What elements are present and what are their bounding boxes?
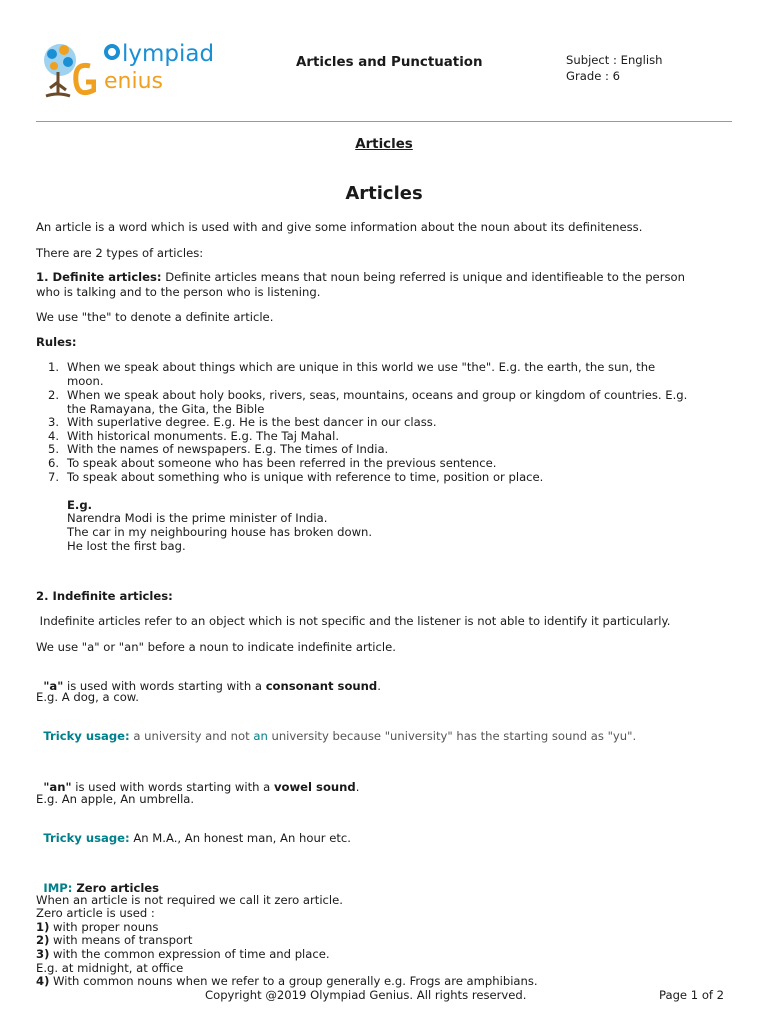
grade-label: Grade : 6: [566, 69, 621, 83]
zero-item: 2) with means of transport: [36, 933, 193, 947]
list-text: To speak about something who is unique with reference to time, position or place.: [67, 470, 544, 484]
zero-eg-line: E.g. at midnight, at office: [36, 961, 184, 975]
definite-text-line2: who is talking and to the person who is listening.: [36, 285, 321, 299]
a-example-line: E.g. A dog, a cow.: [36, 690, 139, 704]
list-text: To speak about someone who has been referred in the previous sentence.: [67, 456, 497, 470]
list-text: When we speak about things which are unique in this world we use "the". E.g. the earth, the sun, the moon.: [67, 360, 656, 388]
tricky-usage-2: Tricky usage: An M.A., An honest man, An hour etc.: [43, 830, 351, 845]
list-number: 6.: [48, 456, 60, 470]
example-line: He lost the first bag.: [67, 539, 186, 553]
page-title: Articles: [345, 183, 423, 204]
an-usage-line: "an" is used with words starting with a vowel sound.: [43, 779, 360, 794]
list-number: 1.: [48, 360, 60, 374]
zero-item: 4) With common nouns when we refer to a group generally e.g. Frogs are amphibians.: [36, 974, 538, 988]
eg-label: E.g.: [67, 498, 93, 512]
list-number: 2.: [48, 388, 60, 402]
footer-copyright: Copyright @2019 Olympiad Genius. All rights reserved.: [205, 988, 527, 1002]
list-text: With historical monuments. E.g. The Taj Mahal.: [67, 429, 340, 443]
example-line: Narendra Modi is the prime minister of India.: [67, 511, 328, 525]
types-line: There are 2 types of articles:: [36, 246, 204, 260]
header-divider: [36, 121, 732, 122]
tricky-usage-1: Tricky usage: a university and not an university because "university" has the starting sound as "yu".: [43, 728, 637, 743]
list-text: With the names of newspapers. E.g. The times of India.: [67, 442, 389, 456]
logo-word-olympiad: lympiad: [122, 41, 215, 67]
use-a-an-line: We use "a" or "an" before a noun to indicate indefinite article.: [36, 640, 396, 654]
zero-item: 1) with proper nouns: [36, 920, 159, 934]
indefinite-text: Indefinite articles refer to an object which is not specific and the listener is not able to identify it particularly.: [36, 614, 671, 628]
indefinite-heading: 2. Indefinite articles:: [36, 589, 173, 603]
example-line: The car in my neighbouring house has broken down.: [67, 525, 373, 539]
zero-line1: When an article is not required we call it zero article.: [36, 893, 343, 907]
zero-item: 3) with the common expression of time and place.: [36, 947, 330, 961]
list-number: 5.: [48, 442, 60, 456]
list-number: 3.: [48, 415, 60, 429]
zero-articles-heading: IMP: Zero articles: [43, 880, 160, 895]
zero-line2: Zero article is used :: [36, 906, 155, 920]
subject-label: Subject : English: [566, 53, 663, 67]
footer-page-number: Page 1 of 2: [659, 988, 725, 1002]
definite-heading: 1. Definite articles:: [36, 270, 162, 284]
brain-tree-icon: [38, 38, 96, 102]
tricky-label: Tricky usage:: [43, 728, 130, 743]
logo-word-genius: enius: [104, 69, 163, 94]
imp-label: IMP:: [43, 880, 73, 895]
definite-text-line1: Definite articles means that noun being referred is unique and identifieable to the person: [161, 270, 685, 284]
use-the-line: We use "the" to denote a definite article.: [36, 310, 274, 324]
logo-o-icon: [104, 44, 120, 60]
tricky-label: Tricky usage:: [43, 830, 130, 845]
logo: [38, 38, 234, 104]
document-title: Articles and Punctuation: [296, 55, 483, 70]
a-usage-line: "a" is used with words starting with a consonant sound.: [43, 678, 381, 693]
intro-paragraph: An article is a word which is used with and give some information about the noun about its definiteness.: [36, 220, 643, 234]
rules-label: Rules:: [36, 335, 77, 349]
list-text: With superlative degree. E.g. He is the best dancer in our class.: [67, 415, 437, 429]
section-title: Articles: [355, 137, 413, 152]
definite-paragraph: [36, 271, 736, 285]
list-number: 4.: [48, 429, 60, 443]
list-number: 7.: [48, 470, 60, 484]
an-example-line: E.g. An apple, An umbrella.: [36, 792, 195, 806]
list-text: When we speak about holy books, rivers, seas, mountains, oceans and group or kingdom of countries. E.g. the Ramayana, the Gita, the Bible: [67, 388, 688, 416]
